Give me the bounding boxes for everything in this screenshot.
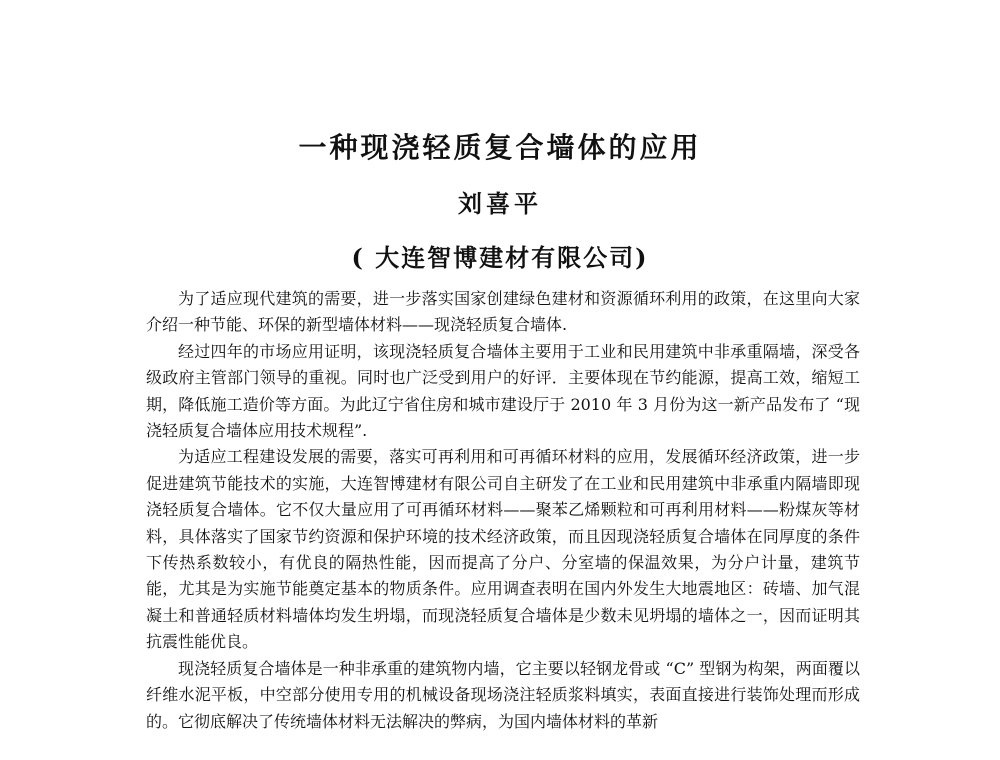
author-name: 刘喜平 (458, 189, 542, 218)
paragraph-1: 为了适应现代建筑的需要，进一步落实国家创建绿色建材和资源循环利用的政策，在这里向大家介绍一种节能、环保的新型墙体材料——现浇轻质复合墙体. (146, 289, 860, 335)
paragraph-2: 经过四年的市场应用证明，该现浇轻质复合墙体主要用于工业和民用建筑中非承重隔墙，深受各级政府主管部门领导的重视。同时也广泛受到用户的好评．主要体现在节约能源，提高工效，缩短工期，降低施工造价等方面。为此辽宁省住房和城市建设厅于 2010 年 3 月份为这一新产品发布了 “现浇轻质复合墙体应用技术规程”. (146, 341, 860, 441)
paragraph-3: 为适应工程建设发展的需要，落实可再利用和可再循环材料的应用，发展循环经济政策，进一步促进建筑节能技术的实施，大连智博建材有限公司自主研发了在工业和民用建筑中非承重内隔墙即现浇轻质复合墙体。它不仅大量应用了可再循环材料——聚苯乙烯颗粒和可再利用材料——粉煤灰等材料，具体落实了国家节约资源和保护环境的技术经济政策，而且因现浇轻质复合墙体在同厚度的条件下传热系数较小，有优良的隔热性能，因而提高了分户、分室墙的保温效果，为分户计量，建筑节能，尤其是为实施节能奠定基本的物质条件。应用调查表明在国内外发生大地震地区：砖墙、加气混凝土和普通轻质材料墙体均发生坍塌，而现浇轻质复合墙体是少数未见坍塌的墙体之一，因而证明其抗震性能优良。 (146, 447, 860, 652)
paragraph-4: 现浇轻质复合墙体是一种非承重的建筑物内墙，它主要以轻钢龙骨或 “C” 型钢为构架，两面覆以纤维水泥平板，中空部分使用专用的机械设备现场浇注轻质浆料填实，表面直接进行装饰处理而形成的。它彻底解决了传统墙体材料无法解决的弊病，为国内墙体材料的革新 (146, 658, 860, 731)
document-title: 一种现浇轻质复合墙体的应用 (298, 131, 702, 164)
author-affiliation: ( 大连智博建材有限公司) (351, 243, 649, 272)
body-text (146, 286, 860, 735)
